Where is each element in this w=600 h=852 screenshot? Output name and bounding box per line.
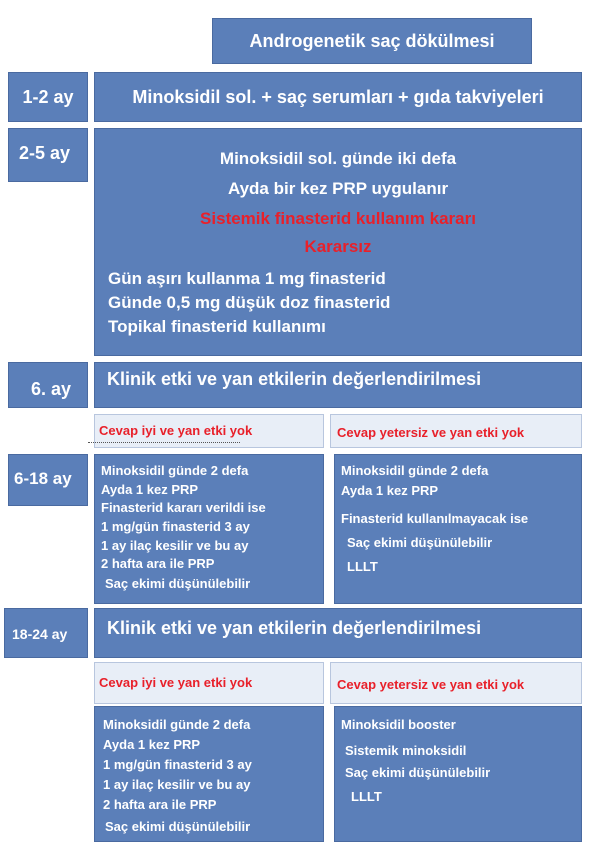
phase-box-final-left (94, 706, 324, 842)
protocol-line: Saç ekimi düşünülebilir (347, 535, 493, 550)
protocol-line: Finasterid kullanılmayacak ise (341, 511, 529, 526)
protocol-line: Ayda 1 kez PRP (101, 482, 199, 497)
protocol-line: Minoksidil sol. günde iki defa (219, 149, 457, 168)
branch-good-2 (94, 662, 324, 704)
branch-label: Cevap iyi ve yan etki yok (99, 675, 253, 690)
protocol-line: LLLT (351, 789, 382, 804)
phase-box-18-24 (94, 608, 582, 658)
phase-label-text: 2-5 ay (19, 143, 71, 163)
protocol-line: Minoksidil günde 2 defa (101, 463, 249, 478)
protocol-line: 1 mg/gün finasterid 3 ay (101, 519, 250, 534)
protocol-line: 2 hafta ara ile PRP (101, 556, 215, 571)
phase-box-6 (94, 362, 582, 408)
diagram-title (212, 18, 532, 64)
option-line: Gün aşırı kullanma 1 mg finasterid (108, 269, 386, 288)
protocol-line: Minoksidil günde 2 defa (341, 463, 489, 478)
phase-label-6 (8, 362, 88, 408)
protocol-line: 1 ay ilaç kesilir ve bu ay (103, 777, 251, 792)
phase-label-text: 1-2 ay (22, 86, 74, 107)
protocol-line: Minoksidil booster (341, 717, 456, 732)
decision-line: Sistemik finasterid kullanım kararı (200, 209, 476, 228)
branch-label: Cevap yetersiz ve yan etki yok (337, 677, 525, 692)
phase-box-final-right (334, 706, 582, 842)
phase-label-6-18 (8, 454, 88, 506)
protocol-line: Finasterid kararı verildi ise (101, 500, 266, 515)
phase-text: Minoksidil sol. + saç serumları + gıda takviyeleri (132, 86, 544, 107)
phase-label-2-5 (8, 128, 88, 182)
undecided-line: Kararsız (304, 237, 372, 256)
protocol-line: LLLT (347, 559, 378, 574)
phase-box-2-5 (94, 128, 582, 356)
protocol-line: Sistemik minoksidil (345, 743, 467, 758)
dotted-divider (88, 442, 240, 443)
option-line: Günde 0,5 mg düşük doz finasterid (108, 293, 391, 312)
phase-label-text: 6-18 ay (14, 469, 72, 488)
protocol-line: Saç ekimi düşünülebilir (105, 819, 251, 834)
phase-box-6-18-left (94, 454, 324, 604)
protocol-line: 1 ay ilaç kesilir ve bu ay (101, 538, 249, 553)
protocol-line: Ayda 1 kez PRP (103, 737, 201, 752)
phase-text: Klinik etki ve yan etkilerin değerlendirilmesi (107, 369, 482, 389)
protocol-line: Saç ekimi düşünülebilir (345, 765, 491, 780)
protocol-line: Ayda bir kez PRP uygulanır (227, 179, 449, 198)
protocol-line: Ayda 1 kez PRP (341, 483, 439, 498)
phase-label-18-24 (4, 608, 88, 658)
protocol-line: 2 hafta ara ile PRP (103, 797, 217, 812)
phase-label-text: 6. ay (31, 379, 72, 399)
branch-poor-1 (330, 414, 582, 448)
option-line: Topikal finasterid kullanımı (108, 317, 326, 336)
branch-label: Cevap iyi ve yan etki yok (99, 423, 253, 438)
phase-box-1-2 (94, 72, 582, 122)
title-text: Androgenetik saç dökülmesi (249, 30, 495, 51)
branch-label: Cevap yetersiz ve yan etki yok (337, 425, 525, 440)
branch-poor-2 (330, 662, 582, 704)
protocol-line: Saç ekimi düşünülebilir (105, 576, 251, 591)
phase-label-1-2 (8, 72, 88, 122)
phase-box-6-18-right (334, 454, 582, 604)
protocol-line: 1 mg/gün finasterid 3 ay (103, 757, 252, 772)
protocol-line: Minoksidil günde 2 defa (103, 717, 251, 732)
phase-label-text: 18-24 ay (12, 626, 68, 642)
phase-text: Klinik etki ve yan etkilerin değerlendirilmesi (107, 618, 482, 638)
